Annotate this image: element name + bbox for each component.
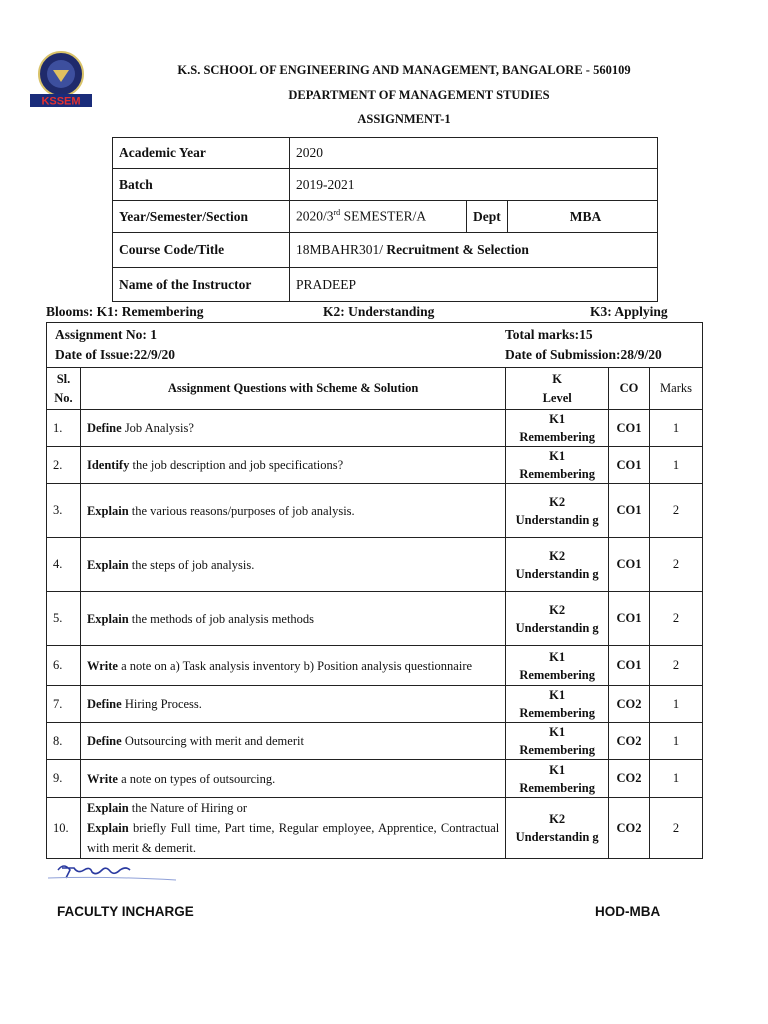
k-level: K1 Remembering <box>506 723 609 760</box>
row-number: 4. <box>47 538 81 592</box>
hod-label: HOD-MBA <box>595 904 661 919</box>
assignment-number: Assignment No: 1 <box>55 327 158 342</box>
marks: 2 <box>650 592 703 646</box>
assignment-questions-table <box>46 322 703 859</box>
question-text: Explain the various reasons/purposes of job analysis. <box>80 484 505 538</box>
logo-text: KSSEM <box>41 95 81 108</box>
blooms-k1: Blooms: K1: Remembering <box>46 304 204 319</box>
table-row <box>47 798 703 859</box>
table-row <box>47 760 703 798</box>
row-number: 8. <box>47 723 81 760</box>
year-semester-section-label: Year/Semester/Section <box>113 201 290 233</box>
k-level: K2 Understandin g <box>506 484 609 538</box>
table-row <box>47 484 703 538</box>
col-co: CO <box>609 368 650 410</box>
course-outcome: CO1 <box>609 410 650 447</box>
row-number: 7. <box>47 686 81 723</box>
instructor-label: Name of the Instructor <box>113 268 290 302</box>
table-row <box>47 410 703 447</box>
k-level: K1 Remembering <box>506 410 609 447</box>
table-row <box>47 592 703 646</box>
course-outcome: CO2 <box>609 760 650 798</box>
k-level: K2 Understandin g <box>506 592 609 646</box>
marks: 1 <box>650 723 703 760</box>
marks: 2 <box>650 484 703 538</box>
row-number: 1. <box>47 410 81 447</box>
row-number: 3. <box>47 484 81 538</box>
course-info-table <box>112 137 658 302</box>
row-number: 6. <box>47 646 81 686</box>
k-level: K2 Understandin g <box>506 538 609 592</box>
institution-name: K.S. SCHOOL OF ENGINEERING AND MANAGEMENT, BANGALORE - 560109 <box>177 63 631 77</box>
instructor-value: PRADEEP <box>290 268 658 302</box>
blooms-k2: K2: Understanding <box>323 304 435 319</box>
col-marks: Marks <box>650 368 703 410</box>
faculty-incharge-label: FACULTY INCHARGE <box>57 904 194 919</box>
col-sl-no: Sl. No. <box>47 368 81 410</box>
marks: 2 <box>650 646 703 686</box>
dept-value: MBA <box>508 201 658 233</box>
question-text: Define Job Analysis? <box>80 410 505 447</box>
question-text: Write a note on types of outsourcing. <box>80 760 505 798</box>
course-outcome: CO2 <box>609 798 650 859</box>
date-of-issue: Date of Issue:22/9/20 <box>55 347 175 362</box>
marks: 2 <box>650 538 703 592</box>
date-of-submission: Date of Submission:28/9/20 <box>505 347 662 362</box>
question-text: Define Outsourcing with merit and demerit <box>80 723 505 760</box>
year-semester-section-value: 2020/3rd SEMESTER/A <box>290 201 467 233</box>
marks: 2 <box>650 798 703 859</box>
course-outcome: CO1 <box>609 447 650 484</box>
k-level: K2 Understandin g <box>506 798 609 859</box>
table-row <box>47 686 703 723</box>
table-row <box>47 447 703 484</box>
faculty-signature <box>44 856 179 893</box>
k-level: K1 Remembering <box>506 760 609 798</box>
table-header-row <box>47 368 703 410</box>
dept-label: Dept <box>467 201 508 233</box>
course-code-title-label: Course Code/Title <box>113 233 290 268</box>
department-name: DEPARTMENT OF MANAGEMENT STUDIES <box>288 88 550 102</box>
batch-value: 2019-2021 <box>290 169 658 201</box>
assignment-title: ASSIGNMENT-1 <box>357 112 451 126</box>
course-outcome: CO1 <box>609 646 650 686</box>
assignment-meta <box>47 323 703 368</box>
blooms-k3: K3: Applying <box>590 304 668 319</box>
course-outcome: CO2 <box>609 723 650 760</box>
col-questions: Assignment Questions with Scheme & Solution <box>80 368 505 410</box>
k-level: K1 Remembering <box>506 447 609 484</box>
question-text: Write a note on a) Task analysis inventory b) Position analysis questionnaire <box>80 646 505 686</box>
course-outcome: CO2 <box>609 686 650 723</box>
course-code-title-value: 18MBAHR301/ Recruitment & Selection <box>290 233 658 268</box>
row-number: 5. <box>47 592 81 646</box>
total-marks: Total marks:15 <box>505 327 593 342</box>
table-row <box>47 723 703 760</box>
marks: 1 <box>650 410 703 447</box>
row-number: 10. <box>47 798 81 859</box>
marks: 1 <box>650 686 703 723</box>
marks: 1 <box>650 447 703 484</box>
academic-year-value: 2020 <box>290 138 658 169</box>
col-k-level: K Level <box>506 368 609 410</box>
row-number: 9. <box>47 760 81 798</box>
marks: 1 <box>650 760 703 798</box>
course-outcome: CO1 <box>609 538 650 592</box>
question-text: Explain the steps of job analysis. <box>80 538 505 592</box>
course-outcome: CO1 <box>609 484 650 538</box>
academic-year-label: Academic Year <box>113 138 290 169</box>
question-text: Explain the methods of job analysis methods <box>80 592 505 646</box>
k-level: K1 Remembering <box>506 686 609 723</box>
question-text: Explain the Nature of Hiring or Explain briefly Full time, Part time, Regular employee, Apprentice, Contractual with merit & demerit. <box>80 798 505 859</box>
row-number: 2. <box>47 447 81 484</box>
table-row <box>47 646 703 686</box>
course-outcome: CO1 <box>609 592 650 646</box>
k-level: K1 Remembering <box>506 646 609 686</box>
batch-label: Batch <box>113 169 290 201</box>
question-text: Define Hiring Process. <box>80 686 505 723</box>
table-row <box>47 538 703 592</box>
question-text: Identify the job description and job specifications? <box>80 447 505 484</box>
